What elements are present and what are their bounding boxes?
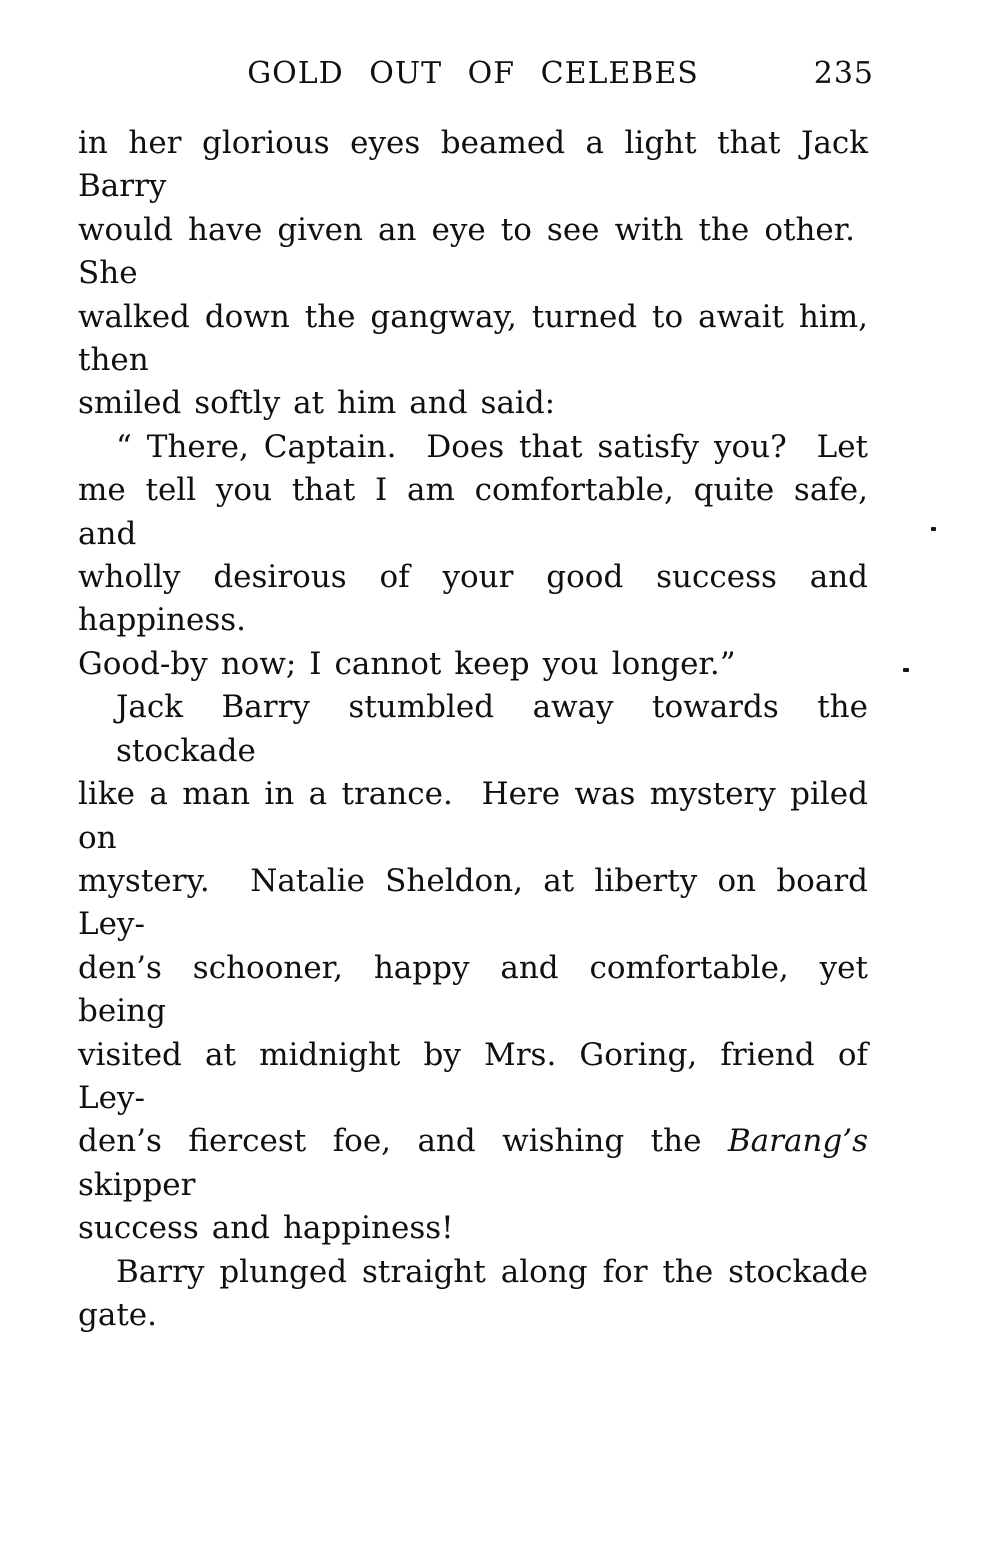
text-line: smiled softly at him and said: xyxy=(78,385,556,422)
text-line: wholly desirous of your good success and happiness. xyxy=(78,559,868,639)
ink-speck xyxy=(931,527,936,531)
text-line: walked down the gangway, turned to await him, then xyxy=(78,298,868,379)
text-line: visited at midnight by Mrs. Goring, friend of Ley- xyxy=(78,1036,868,1116)
ink-speck xyxy=(903,668,909,672)
text-line: me tell you that I am comfortable, quite safe, and xyxy=(78,472,868,552)
page-number: 235 xyxy=(813,56,874,91)
text-line: gate. xyxy=(78,1296,157,1333)
text-line: like a man in a trance. Here was mystery piled on xyxy=(78,776,868,856)
text-line xyxy=(78,1120,868,1207)
running-header xyxy=(78,54,874,98)
text-line: Jack Barry stumbled away towards the stockade xyxy=(116,689,868,769)
chapter-title: GOLD OUT OF CELEBES xyxy=(247,56,699,91)
body-text xyxy=(78,122,868,1337)
text-line: success and happiness! xyxy=(78,1210,454,1247)
text-line: in her glorious eyes beamed a light that Jack Barry xyxy=(78,125,868,205)
text-line: Barry plunged straight along for the stockade xyxy=(116,1253,868,1290)
text-line: Good-by now; I cannot keep you longer.” xyxy=(78,645,736,682)
text-segment: skipper xyxy=(78,1166,196,1203)
ship-name-italic: Barang’s xyxy=(727,1123,868,1160)
text-line: would have given an eye to see with the other. She xyxy=(78,211,868,292)
text-line: den’s schooner, happy and comfortable, yet being xyxy=(78,949,868,1030)
text-segment: den’s fiercest foe, and wishing the xyxy=(78,1123,728,1160)
text-line: “ There, Captain. Does that satisfy you? Let xyxy=(116,428,868,465)
text-column xyxy=(78,54,874,1337)
text-line: mystery. Natalie Sheldon, at liberty on board Ley- xyxy=(78,862,868,943)
